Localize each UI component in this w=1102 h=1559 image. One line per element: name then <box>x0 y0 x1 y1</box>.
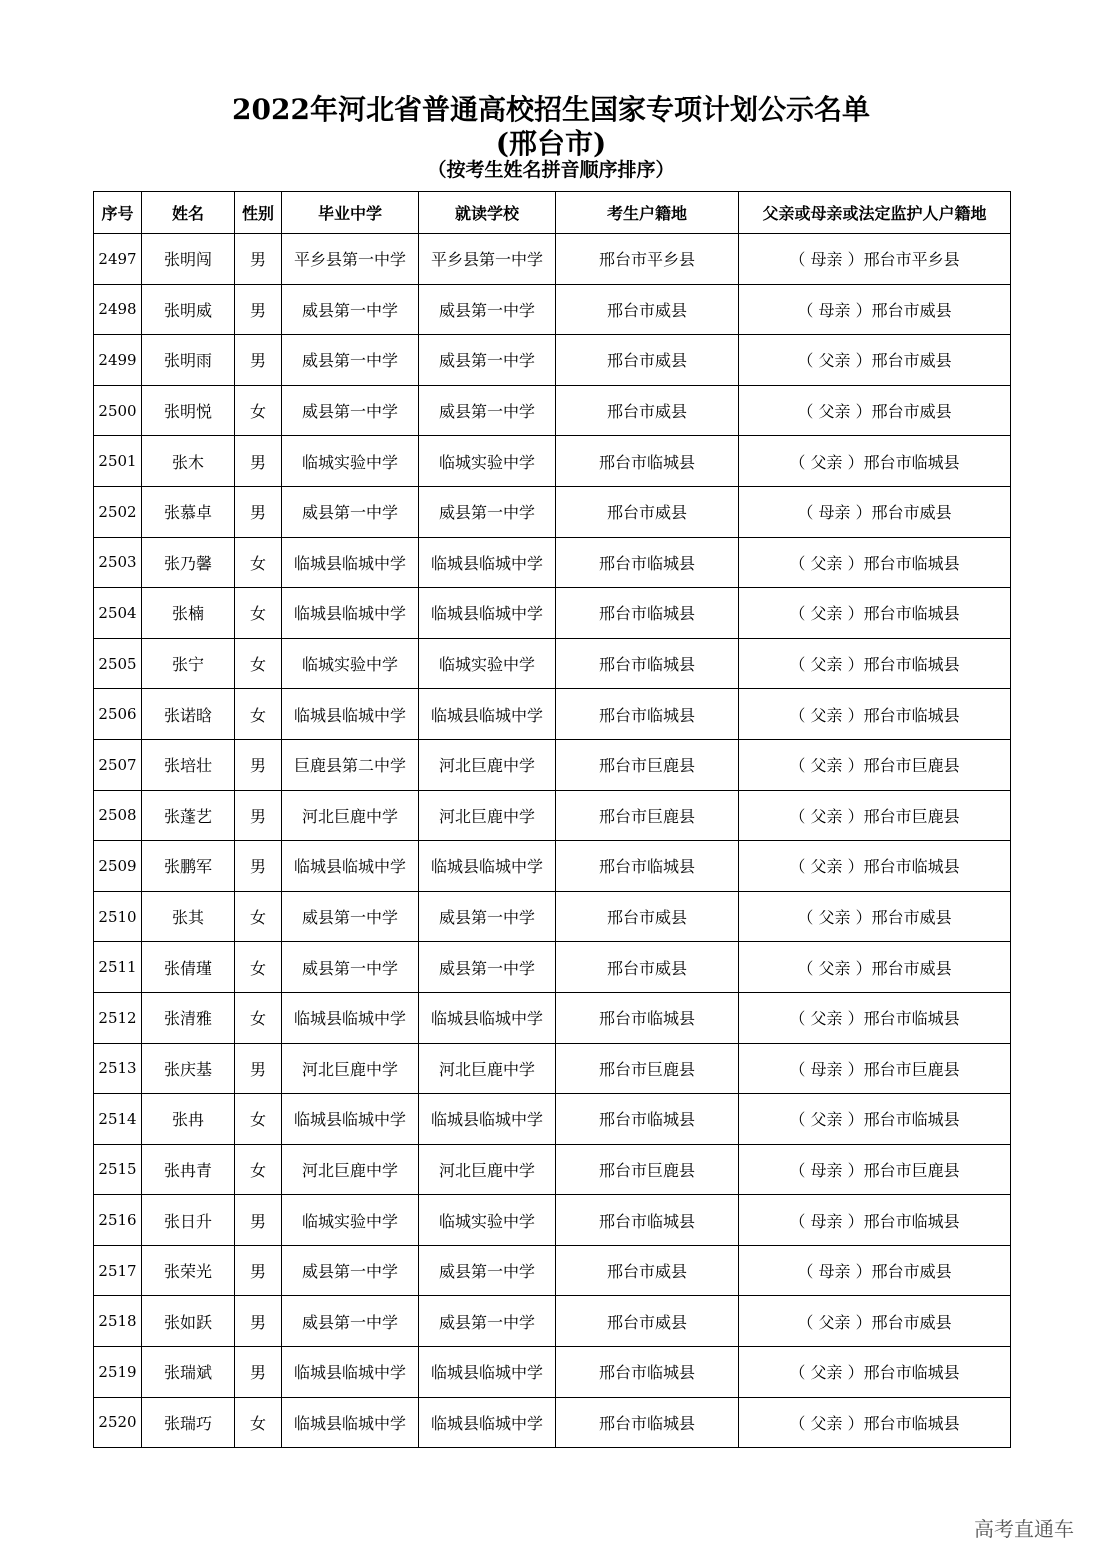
cell-guardian-registration: （ 父亲 ）邢台市威县 <box>739 891 1011 942</box>
header-name: 姓名 <box>142 192 235 234</box>
cell-household-registration: 邢台市威县 <box>556 942 739 993</box>
watermark: 高考直通车 <box>974 1517 1074 1541</box>
cell-name: 张明悦 <box>142 385 235 436</box>
cell-gender: 女 <box>235 537 282 588</box>
cell-household-registration: 邢台市巨鹿县 <box>556 1043 739 1094</box>
cell-graduation-school: 威县第一中学 <box>282 486 419 537</box>
table-row <box>94 284 1011 335</box>
table-header-row <box>94 192 1011 234</box>
cell-seq: 2503 <box>94 537 142 588</box>
cell-seq: 2497 <box>94 234 142 285</box>
cell-name: 张楠 <box>142 588 235 639</box>
cell-gender: 女 <box>235 638 282 689</box>
cell-seq: 2504 <box>94 588 142 639</box>
cell-name: 张乃馨 <box>142 537 235 588</box>
header-graduation-school: 毕业中学 <box>282 192 419 234</box>
cell-graduation-school: 威县第一中学 <box>282 385 419 436</box>
cell-graduation-school: 临城县临城中学 <box>282 841 419 892</box>
cell-current-school: 临城县临城中学 <box>419 588 556 639</box>
cell-graduation-school: 临城县临城中学 <box>282 588 419 639</box>
cell-current-school: 威县第一中学 <box>419 385 556 436</box>
table-row <box>94 790 1011 841</box>
cell-guardian-registration: （ 父亲 ）邢台市临城县 <box>739 1094 1011 1145</box>
header-household-registration: 考生户籍地 <box>556 192 739 234</box>
cell-seq: 2506 <box>94 689 142 740</box>
cell-guardian-registration: （ 父亲 ）邢台市临城县 <box>739 537 1011 588</box>
cell-household-registration: 邢台市临城县 <box>556 537 739 588</box>
cell-household-registration: 邢台市威县 <box>556 486 739 537</box>
cell-household-registration: 邢台市临城县 <box>556 638 739 689</box>
cell-household-registration: 邢台市威县 <box>556 385 739 436</box>
cell-current-school: 临城县临城中学 <box>419 689 556 740</box>
cell-seq: 2519 <box>94 1347 142 1398</box>
cell-gender: 男 <box>235 436 282 487</box>
table-row <box>94 234 1011 285</box>
table-row <box>94 588 1011 639</box>
cell-gender: 男 <box>235 234 282 285</box>
cell-current-school: 威县第一中学 <box>419 942 556 993</box>
applicant-table <box>93 191 1011 1448</box>
document-title: 2022年河北省普通高校招生国家专项计划公示名单 <box>232 93 870 126</box>
cell-gender: 女 <box>235 1094 282 1145</box>
cell-household-registration: 邢台市威县 <box>556 1296 739 1347</box>
cell-graduation-school: 河北巨鹿中学 <box>282 1144 419 1195</box>
cell-seq: 2505 <box>94 638 142 689</box>
cell-guardian-registration: （ 父亲 ）邢台市临城县 <box>739 1397 1011 1448</box>
cell-current-school: 河北巨鹿中学 <box>419 739 556 790</box>
cell-current-school: 河北巨鹿中学 <box>419 790 556 841</box>
table-row <box>94 638 1011 689</box>
cell-household-registration: 邢台市临城县 <box>556 689 739 740</box>
cell-name: 张清雅 <box>142 992 235 1043</box>
cell-household-registration: 邢台市威县 <box>556 1245 739 1296</box>
cell-guardian-registration: （ 父亲 ）邢台市巨鹿县 <box>739 739 1011 790</box>
cell-household-registration: 邢台市巨鹿县 <box>556 739 739 790</box>
cell-name: 张明雨 <box>142 335 235 386</box>
cell-household-registration: 邢台市威县 <box>556 284 739 335</box>
cell-gender: 女 <box>235 992 282 1043</box>
header-current-school: 就读学校 <box>419 192 556 234</box>
header-guardian-registration: 父亲或母亲或法定监护人户籍地 <box>739 192 1011 234</box>
table-row <box>94 385 1011 436</box>
cell-seq: 2511 <box>94 942 142 993</box>
cell-current-school: 临城县临城中学 <box>419 1094 556 1145</box>
table-row <box>94 1094 1011 1145</box>
cell-graduation-school: 临城县临城中学 <box>282 1347 419 1398</box>
cell-guardian-registration: （ 父亲 ）邢台市临城县 <box>739 436 1011 487</box>
cell-guardian-registration: （ 父亲 ）邢台市威县 <box>739 1296 1011 1347</box>
cell-gender: 男 <box>235 790 282 841</box>
cell-graduation-school: 临城县临城中学 <box>282 689 419 740</box>
cell-graduation-school: 临城实验中学 <box>282 638 419 689</box>
cell-graduation-school: 威县第一中学 <box>282 335 419 386</box>
table-row <box>94 486 1011 537</box>
cell-gender: 男 <box>235 486 282 537</box>
header-gender: 性别 <box>235 192 282 234</box>
cell-guardian-registration: （ 母亲 ）邢台市巨鹿县 <box>739 1043 1011 1094</box>
cell-name: 张明威 <box>142 284 235 335</box>
table-row <box>94 1195 1011 1246</box>
cell-name: 张日升 <box>142 1195 235 1246</box>
cell-seq: 2517 <box>94 1245 142 1296</box>
table-row <box>94 992 1011 1043</box>
cell-current-school: 威县第一中学 <box>419 284 556 335</box>
cell-household-registration: 邢台市巨鹿县 <box>556 1144 739 1195</box>
cell-household-registration: 邢台市临城县 <box>556 1397 739 1448</box>
cell-current-school: 河北巨鹿中学 <box>419 1043 556 1094</box>
cell-gender: 男 <box>235 841 282 892</box>
cell-gender: 男 <box>235 1195 282 1246</box>
cell-gender: 男 <box>235 739 282 790</box>
cell-gender: 男 <box>235 1347 282 1398</box>
cell-current-school: 威县第一中学 <box>419 891 556 942</box>
cell-graduation-school: 威县第一中学 <box>282 1245 419 1296</box>
cell-graduation-school: 巨鹿县第二中学 <box>282 739 419 790</box>
cell-seq: 2515 <box>94 1144 142 1195</box>
cell-name: 张培壮 <box>142 739 235 790</box>
cell-current-school: 临城县临城中学 <box>419 537 556 588</box>
cell-name: 张明闯 <box>142 234 235 285</box>
cell-name: 张诺晗 <box>142 689 235 740</box>
header-seq: 序号 <box>94 192 142 234</box>
cell-household-registration: 邢台市威县 <box>556 335 739 386</box>
cell-graduation-school: 威县第一中学 <box>282 942 419 993</box>
cell-graduation-school: 威县第一中学 <box>282 1296 419 1347</box>
cell-gender: 男 <box>235 1296 282 1347</box>
cell-seq: 2516 <box>94 1195 142 1246</box>
cell-graduation-school: 临城实验中学 <box>282 1195 419 1246</box>
cell-gender: 男 <box>235 1245 282 1296</box>
cell-seq: 2509 <box>94 841 142 892</box>
cell-gender: 男 <box>235 284 282 335</box>
cell-current-school: 临城县临城中学 <box>419 992 556 1043</box>
cell-household-registration: 邢台市临城县 <box>556 588 739 639</box>
cell-gender: 女 <box>235 588 282 639</box>
cell-household-registration: 邢台市平乡县 <box>556 234 739 285</box>
cell-name: 张荣光 <box>142 1245 235 1296</box>
cell-household-registration: 邢台市临城县 <box>556 841 739 892</box>
cell-gender: 男 <box>235 1043 282 1094</box>
cell-seq: 2501 <box>94 436 142 487</box>
cell-guardian-registration: （ 父亲 ）邢台市临城县 <box>739 689 1011 740</box>
cell-seq: 2498 <box>94 284 142 335</box>
table-row <box>94 335 1011 386</box>
table-row <box>94 689 1011 740</box>
cell-current-school: 临城实验中学 <box>419 1195 556 1246</box>
cell-seq: 2502 <box>94 486 142 537</box>
table-row <box>94 942 1011 993</box>
cell-name: 张其 <box>142 891 235 942</box>
cell-household-registration: 邢台市临城县 <box>556 1195 739 1246</box>
city-subtitle: (邢台市) <box>495 127 607 160</box>
cell-seq: 2507 <box>94 739 142 790</box>
cell-guardian-registration: （ 父亲 ）邢台市临城县 <box>739 992 1011 1043</box>
table-row <box>94 841 1011 892</box>
cell-graduation-school: 威县第一中学 <box>282 284 419 335</box>
cell-graduation-school: 临城县临城中学 <box>282 1397 419 1448</box>
cell-guardian-registration: （ 母亲 ）邢台市巨鹿县 <box>739 1144 1011 1195</box>
table-row <box>94 1347 1011 1398</box>
cell-graduation-school: 河北巨鹿中学 <box>282 1043 419 1094</box>
cell-guardian-registration: （ 母亲 ）邢台市威县 <box>739 486 1011 537</box>
cell-name: 张庆基 <box>142 1043 235 1094</box>
cell-graduation-school: 临城县临城中学 <box>282 537 419 588</box>
cell-seq: 2508 <box>94 790 142 841</box>
table-row <box>94 891 1011 942</box>
cell-name: 张木 <box>142 436 235 487</box>
cell-name: 张如跃 <box>142 1296 235 1347</box>
cell-seq: 2520 <box>94 1397 142 1448</box>
table-row <box>94 1397 1011 1448</box>
cell-gender: 男 <box>235 335 282 386</box>
table-row <box>94 1245 1011 1296</box>
cell-current-school: 威县第一中学 <box>419 1245 556 1296</box>
cell-guardian-registration: （ 父亲 ）邢台市临城县 <box>739 638 1011 689</box>
cell-household-registration: 邢台市临城县 <box>556 436 739 487</box>
cell-name: 张宁 <box>142 638 235 689</box>
cell-household-registration: 邢台市威县 <box>556 891 739 942</box>
cell-household-registration: 邢台市临城县 <box>556 1347 739 1398</box>
table-row <box>94 739 1011 790</box>
cell-guardian-registration: （ 父亲 ）邢台市威县 <box>739 335 1011 386</box>
cell-seq: 2518 <box>94 1296 142 1347</box>
table-body <box>94 234 1011 1448</box>
cell-household-registration: 邢台市巨鹿县 <box>556 790 739 841</box>
cell-household-registration: 邢台市临城县 <box>556 1094 739 1145</box>
cell-seq: 2499 <box>94 335 142 386</box>
cell-guardian-registration: （ 父亲 ）邢台市临城县 <box>739 588 1011 639</box>
cell-guardian-registration: （ 父亲 ）邢台市临城县 <box>739 1347 1011 1398</box>
cell-graduation-school: 威县第一中学 <box>282 891 419 942</box>
cell-guardian-registration: （ 母亲 ）邢台市临城县 <box>739 1195 1011 1246</box>
table-row <box>94 1296 1011 1347</box>
cell-seq: 2512 <box>94 992 142 1043</box>
cell-guardian-registration: （ 母亲 ）邢台市威县 <box>739 284 1011 335</box>
cell-graduation-school: 河北巨鹿中学 <box>282 790 419 841</box>
cell-graduation-school: 临城县临城中学 <box>282 992 419 1043</box>
cell-name: 张冉青 <box>142 1144 235 1195</box>
cell-graduation-school: 临城实验中学 <box>282 436 419 487</box>
table-row <box>94 1043 1011 1094</box>
cell-graduation-school: 平乡县第一中学 <box>282 234 419 285</box>
table-row <box>94 537 1011 588</box>
cell-graduation-school: 临城县临城中学 <box>282 1094 419 1145</box>
cell-name: 张蓬艺 <box>142 790 235 841</box>
cell-name: 张慕卓 <box>142 486 235 537</box>
cell-name: 张鹏军 <box>142 841 235 892</box>
sort-note: （按考生姓名拼音顺序排序） <box>427 159 675 181</box>
cell-current-school: 威县第一中学 <box>419 335 556 386</box>
cell-guardian-registration: （ 父亲 ）邢台市威县 <box>739 942 1011 993</box>
cell-gender: 女 <box>235 1397 282 1448</box>
cell-name: 张瑞巧 <box>142 1397 235 1448</box>
cell-gender: 女 <box>235 1144 282 1195</box>
cell-current-school: 平乡县第一中学 <box>419 234 556 285</box>
table-row <box>94 1144 1011 1195</box>
cell-current-school: 临城县临城中学 <box>419 1397 556 1448</box>
cell-name: 张瑞斌 <box>142 1347 235 1398</box>
cell-guardian-registration: （ 父亲 ）邢台市威县 <box>739 385 1011 436</box>
cell-name: 张冉 <box>142 1094 235 1145</box>
cell-seq: 2500 <box>94 385 142 436</box>
cell-seq: 2514 <box>94 1094 142 1145</box>
cell-name: 张倩瑾 <box>142 942 235 993</box>
cell-current-school: 威县第一中学 <box>419 1296 556 1347</box>
cell-guardian-registration: （ 母亲 ）邢台市威县 <box>739 1245 1011 1296</box>
cell-guardian-registration: （ 母亲 ）邢台市平乡县 <box>739 234 1011 285</box>
cell-current-school: 威县第一中学 <box>419 486 556 537</box>
cell-current-school: 河北巨鹿中学 <box>419 1144 556 1195</box>
cell-gender: 女 <box>235 385 282 436</box>
cell-current-school: 临城县临城中学 <box>419 841 556 892</box>
cell-household-registration: 邢台市临城县 <box>556 992 739 1043</box>
cell-gender: 女 <box>235 942 282 993</box>
cell-guardian-registration: （ 父亲 ）邢台市临城县 <box>739 841 1011 892</box>
cell-seq: 2510 <box>94 891 142 942</box>
cell-gender: 女 <box>235 891 282 942</box>
cell-gender: 女 <box>235 689 282 740</box>
cell-current-school: 临城实验中学 <box>419 436 556 487</box>
cell-current-school: 临城县临城中学 <box>419 1347 556 1398</box>
cell-current-school: 临城实验中学 <box>419 638 556 689</box>
table-row <box>94 436 1011 487</box>
cell-seq: 2513 <box>94 1043 142 1094</box>
cell-guardian-registration: （ 父亲 ）邢台市巨鹿县 <box>739 790 1011 841</box>
